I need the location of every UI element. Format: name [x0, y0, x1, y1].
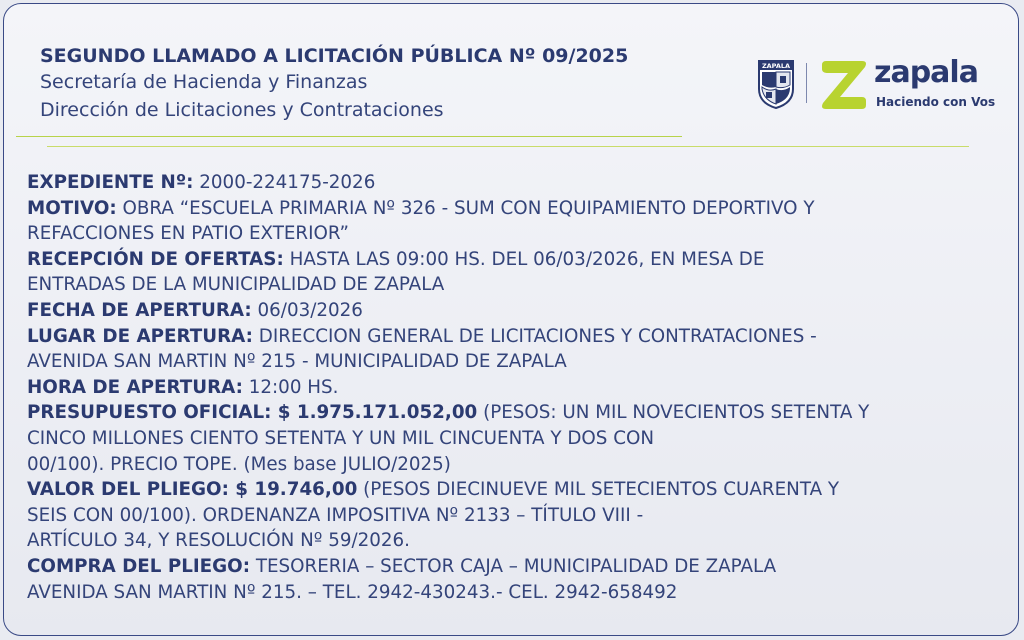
notice-line: [27, 503, 1007, 529]
line-text: ENTRADAS DE LA MUNICIPALIDAD DE ZAPALA: [27, 274, 445, 296]
notice-line: [27, 324, 1007, 350]
line-text: CINCO MILLONES CIENTO SETENTA Y UN MIL CINCUENTA Y DOS CON: [27, 427, 655, 449]
line-label: VALOR DEL PLIEGO: $ 19.746,00: [27, 479, 358, 501]
line-text: HASTA LAS 09:00 HS. DEL 06/03/2026, EN MESA DE: [283, 248, 765, 270]
notice-header: [40, 44, 628, 124]
department-line: Secretaría de Hacienda y Finanzas: [40, 71, 368, 93]
line-label: LUGAR DE APERTURA:: [27, 325, 253, 347]
direction-line: Dirección de Licitaciones y Contrataciones: [40, 99, 444, 121]
line-label: EXPEDIENTE Nº:: [27, 172, 194, 193]
notice-line: [27, 400, 1007, 426]
line-text: ARTÍCULO 34, Y RESOLUCIÓN Nº 59/2026.: [27, 530, 410, 552]
logo-divider: [806, 63, 807, 103]
notice-line: [27, 580, 1007, 606]
line-text: 2000-224175-2026: [193, 172, 376, 193]
notice-body: [27, 170, 1007, 605]
line-label: HORA DE APERTURA:: [27, 376, 243, 398]
notice-card: [3, 3, 1019, 636]
notice-line: [27, 247, 1007, 273]
line-text: REFACCIONES EN PATIO EXTERIOR”: [27, 223, 349, 245]
line-text: (PESOS: UN MIL NOVECIENTOS SETENTA Y: [477, 402, 870, 424]
notice-line: [27, 170, 1007, 196]
line-text: AVENIDA SAN MARTIN Nº 215. – TEL. 2942-430243.- CEL. 2942-658492: [27, 581, 678, 603]
zapala-z-logo-icon: [818, 57, 870, 111]
notice-line: [27, 426, 1007, 452]
line-text: (PESOS DIECINUEVE MIL SETECIENTOS CUARENTA Y: [357, 479, 840, 501]
notice-line: [27, 272, 1007, 298]
line-text: OBRA “ESCUELA PRIMARIA Nº 326 - SUM CON EQUIPAMIENTO DEPORTIVO Y: [116, 197, 815, 219]
notice-line: [27, 349, 1007, 375]
header-divider: [16, 136, 682, 137]
notice-line: [27, 528, 1007, 554]
line-text: 00/100). PRECIO TOPE. (Mes base JULIO/2025): [27, 453, 451, 475]
line-label: FECHA DE APERTURA:: [27, 299, 252, 321]
line-text: 06/03/2026: [251, 299, 363, 321]
line-text: 12:00 HS.: [242, 376, 339, 398]
line-label: PRESUPUESTO OFICIAL: $ 1.975.171.052,00: [27, 402, 478, 424]
line-text: DIRECCION GENERAL DE LICITACIONES Y CONTRATACIONES -: [252, 325, 817, 347]
notice-line: [27, 554, 1007, 580]
shield-text: ZAPALA: [761, 62, 791, 70]
header-divider-secondary: [47, 146, 969, 147]
line-label: COMPRA DEL PLIEGO:: [27, 555, 251, 577]
notice-line: [27, 477, 1007, 503]
logo-group: [756, 57, 996, 113]
line-text: SEIS CON 00/100). ORDENANZA IMPOSITIVA Nº 2133 – TÍTULO VIII -: [27, 504, 644, 526]
line-label: RECEPCIÓN DE OFERTAS:: [27, 248, 284, 270]
line-text: TESORERIA – SECTOR CAJA – MUNICIPALIDAD DE ZAPALA: [250, 555, 777, 577]
notice-line: [27, 196, 1007, 222]
line-text: AVENIDA SAN MARTIN Nº 215 - MUNICIPALIDAD DE ZAPALA: [27, 351, 567, 373]
notice-line: [27, 452, 1007, 478]
municipal-shield-icon: [756, 59, 796, 109]
notice-line: [27, 375, 1007, 401]
line-label: MOTIVO:: [27, 197, 117, 219]
brand-wordmark: zapala: [874, 55, 978, 90]
brand-tagline: Haciendo con Vos: [876, 95, 996, 109]
notice-line: [27, 221, 1007, 247]
notice-line: [27, 298, 1007, 324]
notice-title: SEGUNDO LLAMADO A LICITACIÓN PÚBLICA Nº 09/2025: [40, 45, 629, 67]
